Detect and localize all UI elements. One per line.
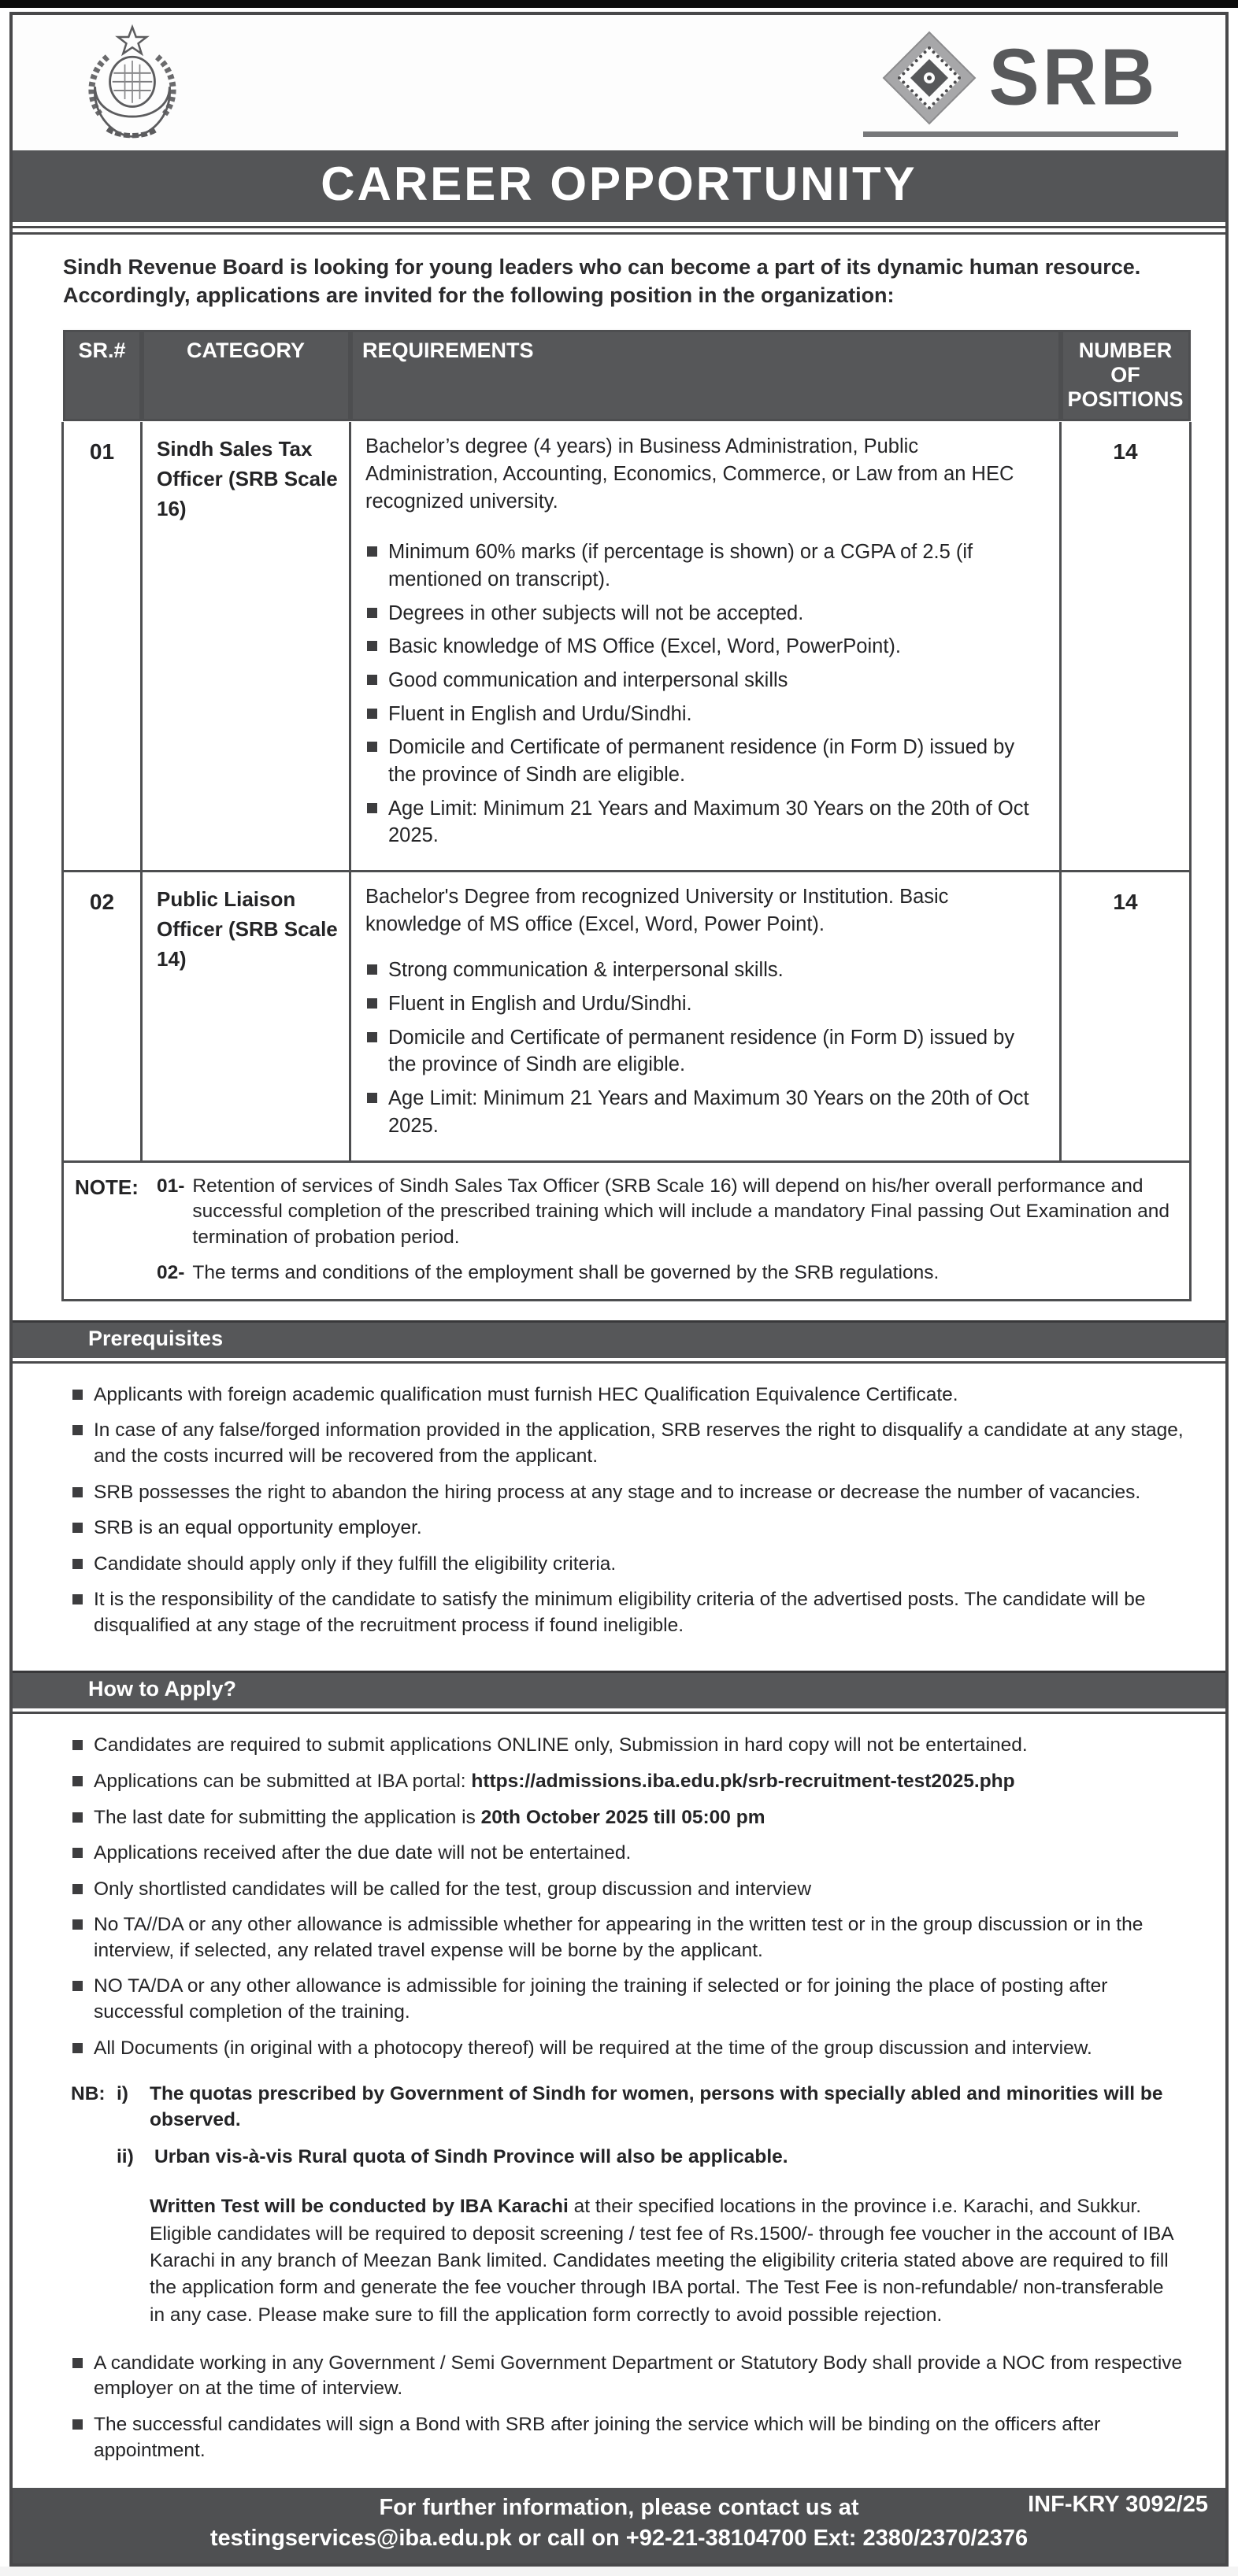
how-to-apply-section	[13, 1671, 1225, 1714]
list-item-text: SRB is an equal opportunity employer.	[94, 1517, 422, 1539]
list-item-text: The last date for submitting the application is 20th October 2025 till 05:00 pm	[94, 1806, 765, 1828]
note-item-number: 02-	[157, 1261, 185, 1283]
requirement-bullet	[365, 667, 1047, 694]
list-item-text: Only shortlisted candidates will be called for the test, group discussion and interview	[94, 1878, 812, 1900]
prerequisites-section	[13, 1320, 1225, 1364]
requirement-bullet-text: Fluent in English and Urdu/Sindhi.	[388, 702, 692, 725]
row2-category: Public Liaison Officer (SRB Scale 14)	[142, 872, 350, 1161]
nb-item-ii	[117, 2144, 1191, 2170]
written-test-rest: at their specified locations in the province i.e. Karachi, and Sukkur. Eligible candidates will be required to deposit screening / test fee of Rs.1500/- through fee voucher in the account of IBA Karachi in any branch of Meezan Bank limited. Candidates meeting the eligibility criteria stated above are required to fill the application form and generate the fee voucher through IBA portal. The Test Fee is non-refundable/ non-transferable in any case. Please make sure to fill the application form correctly to avoid possible rejection.	[150, 2196, 1173, 2326]
list-item	[71, 1733, 1191, 1759]
list-item	[71, 2036, 1191, 2062]
intro-paragraph: Sindh Revenue Board is looking for young leaders who can become a part of its dynamic human resource. Accordingly, applications are invited for the following position in the organization:	[63, 255, 1141, 307]
row2-sr: 02	[63, 872, 142, 1161]
list-item	[71, 1552, 1191, 1578]
row2-requirements	[350, 872, 1061, 1161]
nb-item-number: i)	[117, 2083, 128, 2105]
list-item	[71, 1418, 1191, 1469]
srb-logo-underline	[863, 131, 1178, 137]
requirement-bullet	[365, 600, 1047, 627]
header-requirements: REQUIREMENTS	[350, 330, 1061, 421]
list-item	[71, 1974, 1191, 2025]
requirement-bullet-text: Domicile and Certificate of permanent residence (in Form D) issued by the province of Sindh are eligible.	[388, 736, 1015, 786]
advertisement-reference-number: INF-KRY 3092/25	[1028, 2492, 1208, 2518]
square-bullet-icon	[72, 2358, 83, 2368]
requirement-bullet-text: Strong communication & interpersonal skills.	[388, 959, 784, 982]
nb-item-i	[71, 2081, 1191, 2133]
requirement-bullet-text: Minimum 60% marks (if percentage is shown) or a CGPA of 2.5 (if mentioned on transcript).	[388, 541, 973, 591]
positions-table	[61, 328, 1192, 1301]
square-bullet-icon	[367, 998, 377, 1009]
requirement-bullet	[365, 633, 1047, 661]
requirement-bullet-text: Good communication and interpersonal skills	[388, 669, 788, 692]
requirement-bullet-text: Age Limit: Minimum 21 Years and Maximum 30 Years on the 20th of Oct 2025.	[388, 797, 1029, 847]
note-item	[157, 1260, 1173, 1286]
requirement-bullet-text: Basic knowledge of MS Office (Excel, Word, PowerPoint).	[388, 635, 901, 658]
srb-logo-row	[884, 32, 1158, 124]
square-bullet-icon	[72, 2043, 83, 2053]
row1-requirements-bullets	[365, 539, 1047, 849]
list-item	[71, 2412, 1191, 2463]
nb-item-text: The quotas prescribed by Government of Sindh for women, persons with specially abled and minorities will be observed.	[150, 2083, 1163, 2131]
list-item	[71, 1769, 1191, 1795]
list-item	[71, 1587, 1191, 1638]
list-item-text: SRB possesses the right to abandon the hiring process at any stage and to increase or decrease the number of vacancies.	[94, 1481, 1141, 1503]
prerequisites-list	[13, 1364, 1225, 1653]
square-bullet-icon	[72, 1919, 83, 1930]
list-item-text: Applications received after the due date will not be entertained.	[94, 1842, 632, 1864]
requirement-bullet	[365, 990, 1047, 1018]
requirement-bullet	[365, 701, 1047, 728]
masthead	[13, 15, 1225, 150]
note-item-text: The terms and conditions of the employment shall be governed by the SRB regulations.	[192, 1261, 940, 1283]
square-bullet-icon	[72, 1559, 83, 1569]
list-item	[71, 1841, 1191, 1867]
row1-positions: 14	[1061, 421, 1191, 872]
list-item-text: All Documents (in original with a photocopy thereof) will be required at the time of the group discussion and interview.	[94, 2037, 1092, 2059]
square-bullet-icon	[367, 641, 377, 651]
footer-line1: For further information, please contact us at	[379, 2495, 859, 2521]
requirement-bullet-text: Domicile and Certificate of permanent residence (in Form D) issued by the province of Sindh are eligible.	[388, 1026, 1015, 1076]
requirement-bullet	[365, 957, 1047, 984]
header-sr: SR.#	[63, 330, 142, 421]
table-note-row	[63, 1161, 1191, 1300]
list-item	[71, 1382, 1191, 1408]
square-bullet-icon	[72, 1848, 83, 1858]
nb-item-text: Urban vis-à-vis Rural quota of Sindh Province will also be applicable.	[154, 2146, 788, 2168]
square-bullet-icon	[367, 1093, 377, 1103]
square-bullet-icon	[72, 1884, 83, 1894]
list-item-text: NO TA/DA or any other allowance is admissible for joining the training if selected or for joining the place of posting after successful completion of the training.	[94, 1975, 1108, 2023]
table-header-row	[63, 330, 1191, 421]
square-bullet-icon	[367, 803, 377, 813]
list-item-text: Applications can be submitted at IBA portal: https://admissions.iba.edu.pk/srb-recruitment-test2025.php	[94, 1771, 1015, 1793]
square-bullet-icon	[367, 964, 377, 975]
srb-logo-text: SRB	[988, 33, 1158, 122]
written-test-paragraph	[150, 2193, 1178, 2328]
note-cell	[63, 1161, 1191, 1300]
square-bullet-icon	[367, 675, 377, 685]
list-item-text: No TA//DA or any other allowance is admissible whether for appearing in the written test or in the group discussion or in the interview, if selected, any related travel expense will be borne by the applicant.	[94, 1914, 1143, 1961]
list-item-text: Applicants with foreign academic qualification must furnish HEC Qualification Equivalence Certificate.	[94, 1383, 958, 1405]
requirement-bullet	[365, 1024, 1047, 1079]
note-item	[157, 1174, 1173, 1251]
nb-label: NB:	[71, 2083, 106, 2105]
list-item	[71, 1805, 1191, 1831]
list-item-text: Candidates are required to submit applications ONLINE only, Submission in hard copy will not be entertained.	[94, 1734, 1028, 1756]
row1-sr: 01	[63, 421, 142, 872]
srb-logo	[863, 32, 1178, 137]
square-bullet-icon	[72, 1523, 83, 1533]
row1-category: Sindh Sales Tax Officer (SRB Scale 16)	[142, 421, 350, 872]
table-row-sindh-sales-tax-officer	[63, 421, 1191, 872]
requirement-bullet-text: Degrees in other subjects will not be accepted.	[388, 601, 804, 624]
row2-requirements-bullets	[365, 957, 1047, 1139]
row2-requirements-intro: Bachelor's Degree from recognized University or Institution. Basic knowledge of MS office (Excel, Word, Power Point).	[365, 886, 949, 935]
square-bullet-icon	[72, 1981, 83, 1991]
square-bullet-icon	[367, 546, 377, 557]
list-item	[71, 1877, 1191, 1903]
list-item-text: In case of any false/forged information provided in the application, SRB reserves the right to disqualify a candidate at any stage, and the costs incurred will be recovered from the applicant.	[94, 1419, 1184, 1467]
list-item-text: A candidate working in any Government / Semi Government Department or Statutory Body shall provide a NOC from respective employer on at the time of interview.	[94, 2352, 1183, 2400]
nb-item-number: ii)	[117, 2146, 134, 2168]
requirement-bullet	[365, 539, 1047, 593]
final-notes-list	[13, 2329, 1225, 2477]
row2-positions: 14	[1061, 872, 1191, 1161]
square-bullet-icon	[367, 709, 377, 719]
list-item	[71, 1516, 1191, 1542]
square-bullet-icon	[72, 1487, 83, 1497]
list-item-text: Candidate should apply only if they fulfill the eligibility criteria.	[94, 1553, 617, 1575]
list-item	[71, 2351, 1191, 2402]
list-item-text: It is the responsibility of the candidate to satisfy the minimum eligibility criteria of the advertised posts. The candidate will be disqualified at any stage of the recruitment process if found ineligible.	[94, 1589, 1146, 1636]
written-test-bold: Written Test will be conducted by IBA Karachi	[150, 2196, 569, 2218]
footer-contact-bar	[13, 2488, 1225, 2563]
list-item	[71, 1912, 1191, 1963]
note-items	[157, 1174, 1173, 1286]
how-to-apply-bar: How to Apply?	[13, 1671, 1225, 1708]
row1-requirements-intro: Bachelor’s degree (4 years) in Business Administration, Public Administration, Accounting, Economics, Commerce, or Law from an HEC recognized university.	[365, 435, 1014, 513]
prerequisites-bar: Prerequisites	[13, 1320, 1225, 1358]
square-bullet-icon	[72, 1812, 83, 1823]
footer-line2: testingservices@iba.edu.pk or call on +92-21-38104700 Ext: 2380/2370/2376	[209, 2526, 1029, 2552]
note-item-number: 01-	[157, 1175, 185, 1197]
requirement-bullet	[365, 734, 1047, 788]
requirement-bullet	[365, 1085, 1047, 1139]
square-bullet-icon	[367, 608, 377, 618]
requirement-bullet-text: Age Limit: Minimum 21 Years and Maximum 30 Years on the 20th of Oct 2025.	[388, 1087, 1029, 1137]
requirement-bullet	[365, 795, 1047, 849]
square-bullet-icon	[72, 1390, 83, 1400]
how-to-apply-list	[13, 1714, 1225, 2074]
square-bullet-icon	[72, 1740, 83, 1750]
note-label: NOTE:	[75, 1175, 139, 1199]
top-edge-strip	[0, 0, 1238, 8]
header-category: CATEGORY	[142, 330, 350, 421]
square-bullet-icon	[72, 1776, 83, 1786]
header-positions: NUMBER OF POSITIONS	[1061, 330, 1191, 421]
square-bullet-icon	[72, 1425, 83, 1435]
nb-block	[13, 2074, 1225, 2329]
square-bullet-icon	[72, 2419, 83, 2430]
ajrak-diamond-icon	[884, 32, 975, 124]
note-item-text: Retention of services of Sindh Sales Tax Officer (SRB Scale 16) will depend on his/her overall performance and successful completion of the prescribed training which will include a mandatory Final passing Out Examination and termination of probation period.	[192, 1175, 1170, 1249]
list-item	[71, 1480, 1191, 1506]
requirement-bullet-text: Fluent in English and Urdu/Sindhi.	[388, 993, 692, 1016]
square-bullet-icon	[367, 742, 377, 752]
row1-requirements	[350, 421, 1061, 872]
banner-career-opportunity: CAREER OPPORTUNITY	[13, 150, 1225, 222]
advertisement-frame	[9, 12, 1229, 2567]
list-item-text: The successful candidates will sign a Bond with SRB after joining the service which will be binding on the officers after appointment.	[94, 2414, 1101, 2461]
sindh-government-emblem-icon	[69, 22, 195, 146]
square-bullet-icon	[72, 1594, 83, 1604]
table-row-public-liaison-officer	[63, 872, 1191, 1161]
square-bullet-icon	[367, 1032, 377, 1042]
